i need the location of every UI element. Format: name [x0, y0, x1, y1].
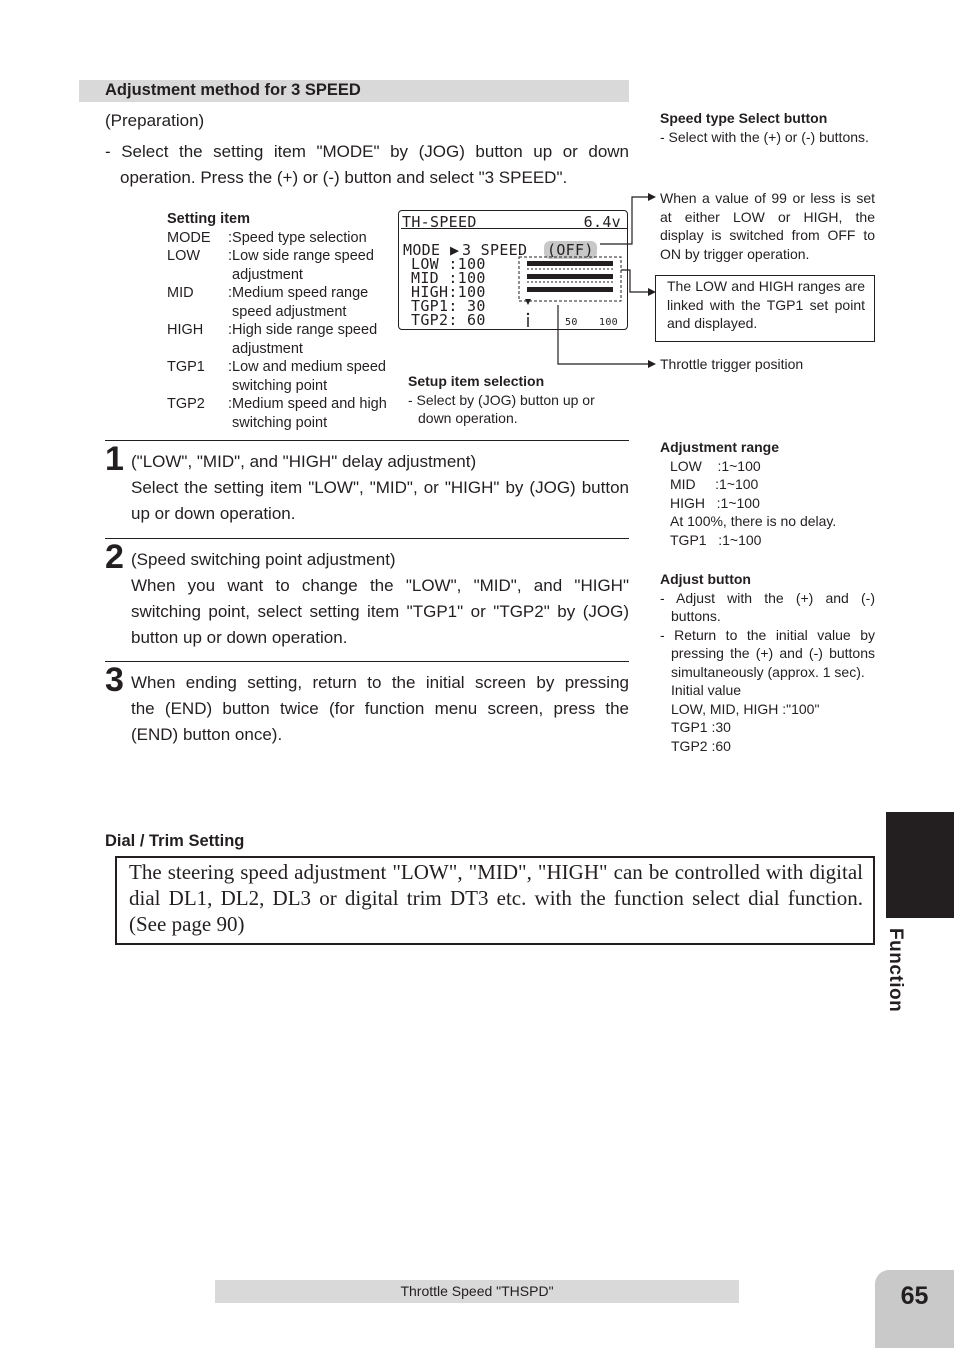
setting-item-desc-line2: switching point	[232, 377, 328, 394]
linked-note-box	[655, 275, 875, 342]
lcd-low: LOW :100	[411, 255, 486, 273]
initial-value-3: TGP2 :60	[671, 737, 731, 754]
setup-selection	[408, 372, 623, 428]
lcd-tgp2: TGP2: 60	[411, 311, 486, 329]
speed-type-note	[660, 109, 875, 146]
step-1-heading: ("LOW", "MID", and "HIGH" delay adjustment)	[131, 452, 477, 471]
setting-item-key: TGP1	[167, 359, 205, 375]
lcd-mode-value: 3 SPEED	[462, 241, 528, 259]
setting-item-desc-line2: speed adjustment	[232, 303, 347, 320]
setting-item-desc-line1: :High side range speed	[228, 322, 378, 338]
setting-item-desc-line1: :Speed type selection	[228, 229, 367, 246]
lcd-tgp1: TGP1: 30	[411, 297, 486, 315]
lcd-scale-50: 50	[565, 317, 578, 328]
step-2-heading: (Speed switching point adjustment)	[131, 550, 396, 569]
setup-selection-text: - Select by (JOG) button up or down operation.	[408, 391, 595, 426]
side-tab	[886, 812, 954, 918]
preparation-label: (Preparation)	[105, 111, 205, 130]
step-1-number: 1	[105, 440, 124, 478]
speed-type-title: Speed type Select button	[660, 110, 828, 126]
lcd-voltage: 6.4v	[583, 213, 621, 231]
adjustment-range-tgp1: TGP1 :1~100	[670, 531, 762, 548]
setting-item-key: HIGH	[167, 322, 204, 338]
lcd-scale-100: 100	[599, 317, 618, 328]
dial-trim-title: Dial / Trim Setting	[105, 832, 245, 850]
lcd-mode-label: MODE	[403, 241, 441, 259]
setting-item-key: MODE	[167, 229, 211, 246]
adjustment-range-low: LOW :1~100	[670, 457, 761, 474]
setting-item-desc-line1: :Medium speed range	[228, 285, 369, 301]
adjustment-range-note: At 100%, there is no delay.	[670, 513, 837, 529]
step-2-rule	[105, 538, 629, 539]
dial-trim-text: The steering speed adjustment "LOW", "MID", "HIGH" can be controlled with digital dial DL1, DL2, DL3 or digital trim DT3 etc. with the function select dial function. (See page 90)	[129, 860, 863, 936]
lcd-mode-pointer: ▶	[450, 241, 460, 259]
step-1-content	[131, 449, 629, 527]
throttle-position-note: Throttle trigger position	[660, 356, 804, 372]
page-number: 65	[900, 1282, 929, 1310]
adjust-button-text-2: - Return to the initial value by pressing the (+) and (-) buttons simultaneously (approx. 1 sec).	[660, 626, 875, 680]
step-2-number: 2	[105, 538, 124, 576]
side-label-text: Function	[885, 928, 906, 1013]
setting-item-desc-line2: adjustment	[232, 266, 303, 283]
step-3-content	[131, 670, 629, 748]
setting-item-key: TGP2	[167, 396, 205, 412]
setting-item-desc-line2: switching point	[232, 414, 328, 431]
adjustment-range-mid: MID :1~100	[670, 476, 759, 492]
setting-item-key: LOW	[167, 248, 201, 264]
step-3-heading: When ending setting, return to the initial screen by pressing	[131, 673, 629, 692]
speed-type-text: - Select with the (+) or (-) buttons.	[660, 128, 869, 145]
adjust-button-text-1: - Adjust with the (+) and (-) buttons.	[660, 589, 875, 624]
lcd-title: TH-SPEED	[402, 213, 477, 231]
setting-item-desc-line1: :Low side range speed	[228, 248, 374, 264]
section-title: Adjustment method for 3 SPEED	[105, 81, 361, 99]
setup-selection-title: Setup item selection	[408, 373, 545, 389]
step-3-rule	[105, 661, 629, 662]
linked-note-text: The LOW and HIGH ranges are linked with the TGP1 set point and displayed.	[667, 278, 865, 331]
side-label	[876, 928, 916, 1018]
initial-value-label: Initial value	[671, 682, 742, 698]
preparation-text: - Select the setting item "MODE" by (JOG) button up or down operation. Press the (+) or (-) button and select "3 SPEED".	[105, 142, 629, 187]
adjust-button-note	[660, 570, 875, 755]
setting-item-title: Setting item	[167, 211, 250, 227]
lcd-off-badge: (OFF)	[544, 241, 597, 259]
step-3-number: 3	[105, 661, 124, 699]
step-1-rule	[105, 440, 629, 441]
lcd-high: HIGH:100	[411, 283, 486, 301]
dial-trim-box	[115, 856, 875, 945]
adjustment-range	[660, 438, 875, 549]
step-1-body: Select the setting item "LOW", "MID", or "HIGH" by (JOG) button up or down operation.	[131, 478, 629, 523]
initial-value-1: LOW, MID, HIGH :"100"	[671, 700, 820, 717]
initial-value-2: TGP1 :30	[671, 719, 731, 735]
setting-item-desc-line1: :Low and medium speed	[228, 359, 386, 375]
step-3-body: the (END) button twice (for function menu screen, press the (END) button once).	[131, 699, 629, 744]
adjust-button-title: Adjust button	[660, 571, 751, 587]
setting-item-key: MID	[167, 285, 194, 301]
footer-text: Throttle Speed "THSPD"	[400, 1283, 554, 1299]
adjustment-range-title: Adjustment range	[660, 439, 780, 455]
off-on-note: When a value of 99 or less is set at either LOW or HIGH, the display is switched from OFF to ON by trigger operation.	[660, 190, 875, 262]
setting-item-desc-line1: :Medium speed and high	[228, 396, 387, 412]
step-2-content	[131, 547, 629, 651]
step-2-body: When you want to change the "LOW", "MID", and "HIGH" switching point, select setting item "TGP1" or "TGP2" by (JOG) button up or down operation.	[131, 576, 629, 647]
lcd-mid: MID :100	[411, 269, 486, 287]
adjustment-range-high: HIGH :1~100	[670, 494, 760, 511]
setting-item-desc-line2: adjustment	[232, 340, 303, 357]
